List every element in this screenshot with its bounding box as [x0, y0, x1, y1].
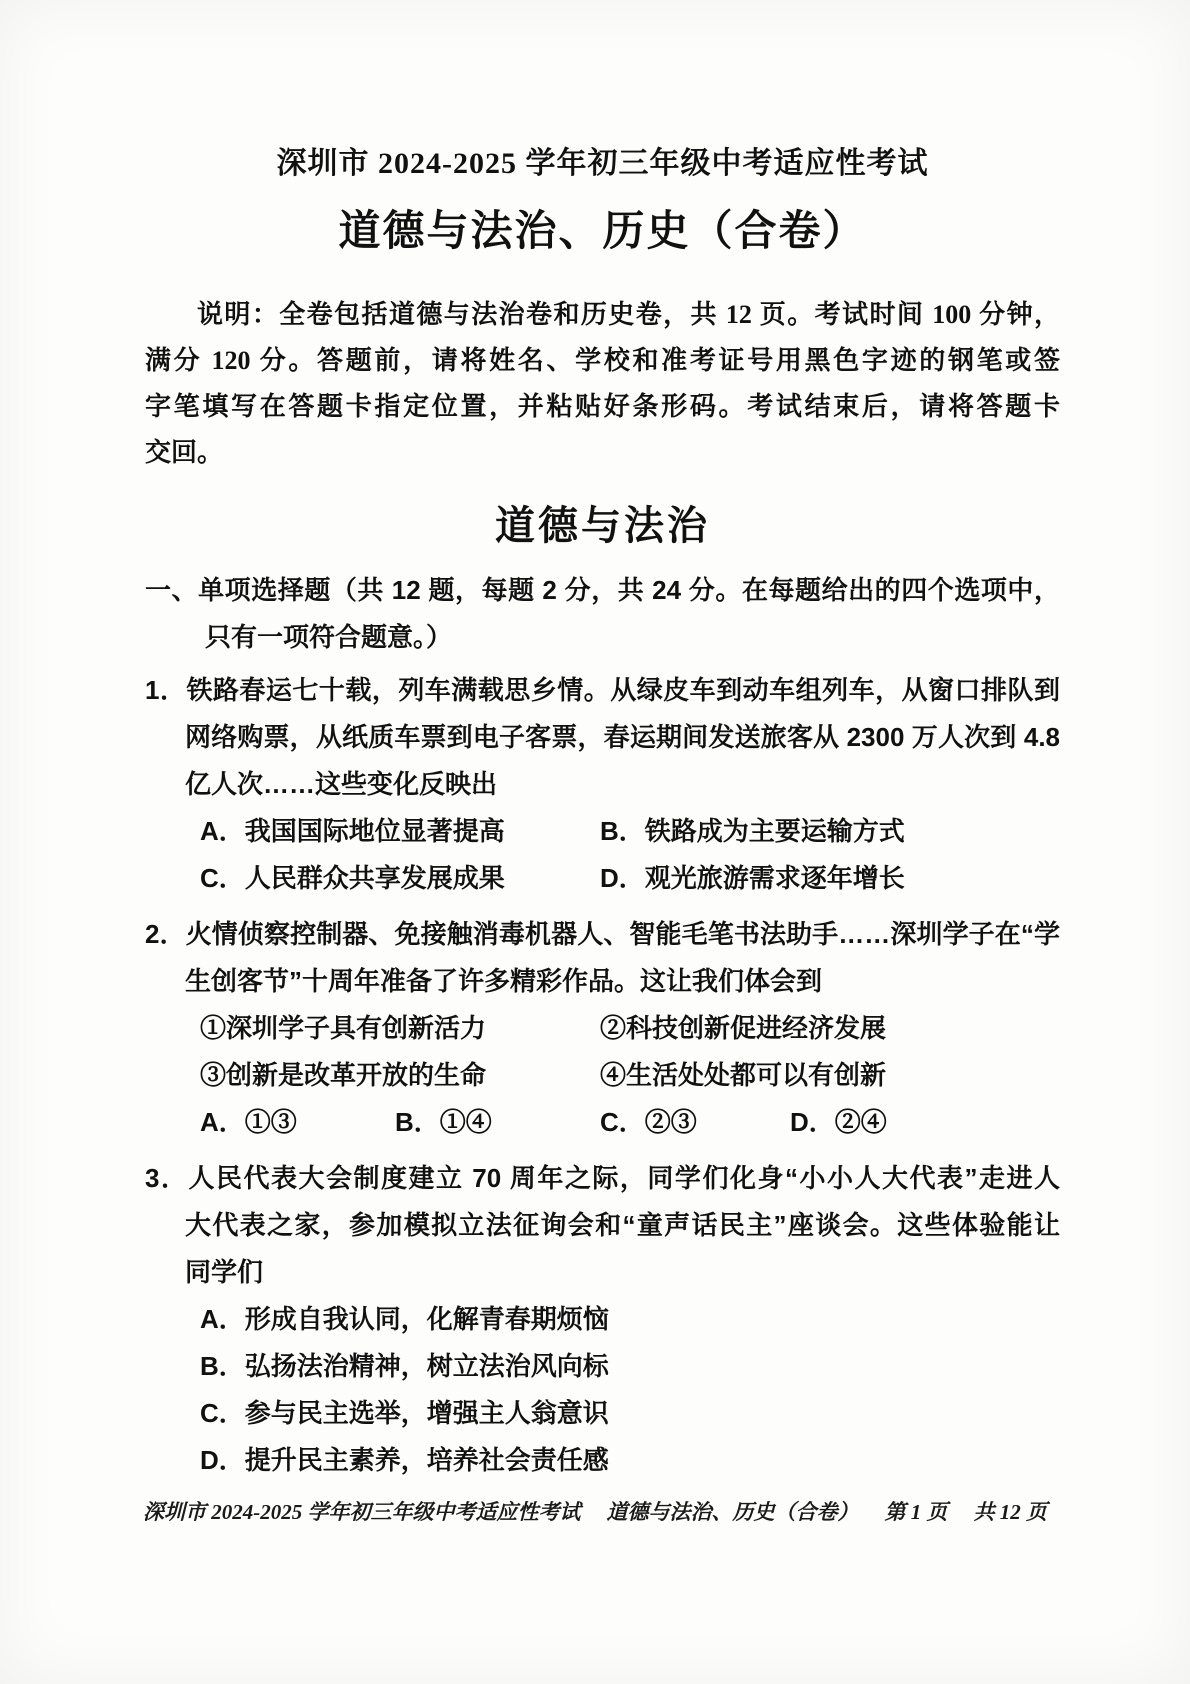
question-2-option-a: A．①③: [200, 1107, 297, 1137]
part-heading-line-1: 一、单项选择题（共 12 题，每题 2 分，共 24 分。在每题给出的四个选项中，: [145, 575, 1060, 605]
exam-notice: [145, 292, 1060, 476]
question-3-option-c: C．参与民主选举，增强主人翁意识: [200, 1398, 609, 1428]
question-2-stem-line-2: 生创客节”十周年准备了许多精彩作品。这让我们体会到: [185, 966, 823, 996]
notice-line-3: 字笔填写在答题卡指定位置，并粘贴好条形码。考试结束后，请将答题卡: [145, 392, 1060, 421]
question-2-option-d: D．②④: [790, 1107, 887, 1137]
question-2-options-row: [200, 1099, 1060, 1146]
question-2-item-4: ④生活处处都可以有创新: [600, 1060, 887, 1090]
section-title: 道德与法治: [495, 504, 710, 548]
question-1-stem-line-2: 网络购票，从纸质车票到电子客票，春运期间发送旅客从 2300 万人次到 4.8: [185, 722, 1060, 752]
page-footer: [0, 1496, 1190, 1526]
question-2-option-b: B．①④: [395, 1107, 492, 1137]
notice-line-4: 交回。: [145, 438, 224, 467]
question-2-item-3: ③创新是改革开放的生命: [200, 1060, 487, 1090]
question-2-items-row-1: [200, 1005, 1060, 1052]
footer-page-number: 第 1 页: [884, 1500, 948, 1524]
question-1-option-a: A．我国国际地位显著提高: [200, 816, 505, 846]
question-3-stem-line-1: [145, 1155, 1060, 1202]
question-3: [145, 1155, 1060, 1484]
question-2-item-1: ①深圳学子具有创新活力: [200, 1013, 487, 1043]
question-1-stem-line-1: [145, 667, 1060, 714]
question-2-option-c: C．②③: [600, 1107, 697, 1137]
notice-line-2: 满分 120 分。答题前，请将姓名、学校和准考证号用黑色字迹的钢笔或签: [145, 346, 1060, 375]
question-1-number: 1．: [145, 675, 187, 705]
part-heading: [145, 567, 1060, 661]
part-heading-line-2: 只有一项符合题意。）: [205, 622, 453, 652]
question-1-option-d: D．观光旅游需求逐年增长: [600, 863, 905, 893]
question-1: [145, 667, 1060, 902]
question-3-option-d: D．提升民主素养，培养社会责任感: [200, 1445, 609, 1475]
question-2-item-2: ②科技创新促进经济发展: [600, 1013, 887, 1043]
question-1-stem-text: 铁路春运七十载，列车满载思乡情。从绿皮车到动车组列车，从窗口排队到: [186, 675, 1060, 705]
question-3-stem-line-2: 大代表之家，参加模拟立法征询会和“童声话民主”座谈会。这些体验能让: [185, 1210, 1060, 1240]
question-3-number: 3．: [145, 1163, 189, 1193]
question-1-option-c: C．人民群众共享发展成果: [200, 863, 505, 893]
question-2: [145, 911, 1060, 1146]
question-2-number: 2．: [145, 919, 186, 949]
question-1-options-row-2: [200, 855, 1060, 902]
question-3-stem-text: 人民代表大会制度建立 70 周年之际，同学们化身“小小人大代表”走进人: [188, 1163, 1060, 1193]
question-3-stem-line-3: 同学们: [185, 1257, 264, 1287]
question-2-stem-line-1: [145, 911, 1060, 958]
question-3-option-b: B．弘扬法治精神，树立法治风向标: [200, 1351, 609, 1381]
question-3-option-a: A．形成自我认同，化解青春期烦恼: [200, 1304, 609, 1334]
notice-line-1: 说明：全卷包括道德与法治卷和历史卷，共 12 页。考试时间 100 分钟，: [197, 300, 1060, 329]
question-2-items-row-2: [200, 1052, 1060, 1099]
question-1-stem-line-3: 亿人次……这些变化反映出: [185, 769, 498, 799]
question-2-stem-text: 火情侦察控制器、免接触消毒机器人、智能毛笔书法助手……深圳学子在“学: [185, 919, 1060, 949]
exam-main-title: 道德与法治、历史（合卷）: [338, 207, 867, 254]
exam-header-title: 深圳市 2024-2025 学年初三年级中考适应性考试: [276, 147, 929, 180]
page-content: [145, 138, 1060, 1493]
question-1-options-row-1: [200, 808, 1060, 855]
footer-total-pages: 共 12 页: [973, 1500, 1047, 1524]
footer-subject: 道德与法治、历史（合卷）: [606, 1500, 859, 1524]
footer-exam-name: 深圳市 2024-2025 学年初三年级中考适应性考试: [143, 1500, 581, 1524]
question-1-option-b: B．铁路成为主要运输方式: [600, 816, 905, 846]
